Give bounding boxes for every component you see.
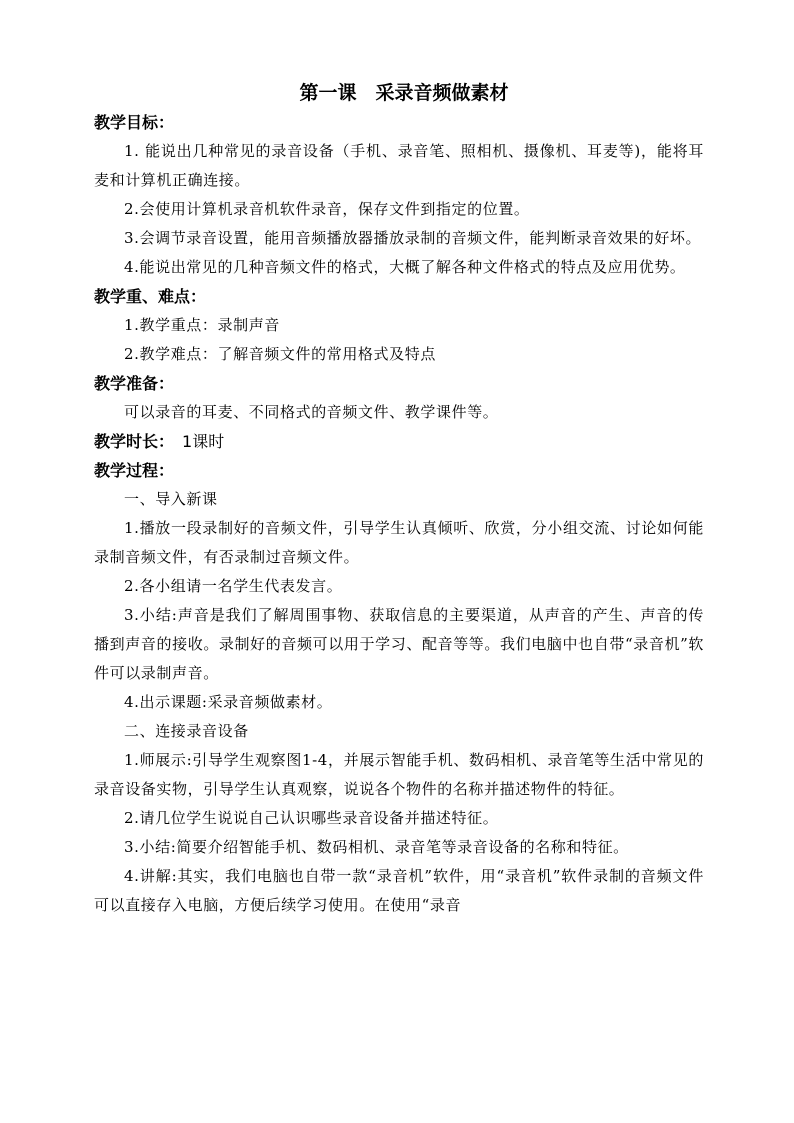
- document-page: [94, 78, 704, 920]
- lesson-title: 第一课 采录音频做素材: [299, 82, 509, 104]
- process-part-title: 二、连接录音设备: [124, 722, 249, 740]
- process-item: 1.播放一段录制好的音频文件，引导学生认真倾听、欣赏，分小组交流、讨论如何能录制音频文件，有否录制过音频文件。: [94, 519, 704, 566]
- duration-value: 1课时: [182, 432, 225, 451]
- objective-item: 2.会使用计算机录音机软件录音，保存文件到指定的位置。: [124, 200, 530, 218]
- process-heading: 教学过程：: [94, 461, 175, 480]
- process-part-title: 一、导入新课: [124, 490, 218, 508]
- key-point-item: 1.教学重点：录制声音: [124, 316, 280, 334]
- key-point-item: 2.教学难点：了解音频文件的常用格式及特点: [124, 345, 436, 363]
- objective-item: 4.能说出常见的几种音频文件的格式，大概了解各种文件格式的特点及应用优势。: [124, 258, 686, 276]
- process-item: 4.出示课题:采录音频做素材。: [124, 693, 333, 711]
- objective-item: 3.会调节录音设置，能用音频播放器播放录制的音频文件，能判断录音效果的好坏。: [124, 229, 702, 247]
- process-item: 3.小结:简要介绍智能手机、数码相机、录音笔等录音设备的名称和特征。: [124, 838, 629, 856]
- preparation-heading: 教学准备：: [94, 374, 175, 393]
- process-item: 2.请几位学生说说自己认识哪些录音设备并描述特征。: [124, 809, 499, 827]
- process-item: 3.小结:声音是我们了解周围事物、获取信息的主要渠道，从声音的产生、声音的传播到声音的接收。录制好的音频可以用于学习、配音等等。我们电脑中也自带“录音机”软件可以录制声音。: [94, 606, 704, 682]
- key-points-heading: 教学重、难点：: [94, 287, 207, 306]
- duration-line: [94, 427, 704, 456]
- process-item: 1.师展示:引导学生观察图1-4，并展示智能手机、数码相机、录音笔等生活中常见的录音设备实物，引导学生认真观察，说说各个物件的名称并描述物件的特征。: [94, 751, 704, 798]
- preparation-text: 可以录音的耳麦、不同格式的音频文件、教学课件等。: [124, 403, 499, 421]
- process-item: 2.各小组请一名学生代表发言。: [124, 577, 343, 595]
- process-item: 4.讲解:其实，我们电脑也自带一款“录音机”软件，用“录音机”软件录制的音频文件可以直接存入电脑，方便后续学习使用。在使用“录音: [94, 867, 704, 914]
- duration-heading: 教学时长：: [94, 432, 175, 451]
- objective-item: 1. 能说出几种常见的录音设备（手机、录音笔、照相机、摄像机、耳麦等)，能将耳麦和计算机正确连接。: [94, 142, 704, 189]
- objectives-heading: 教学目标：: [94, 113, 175, 132]
